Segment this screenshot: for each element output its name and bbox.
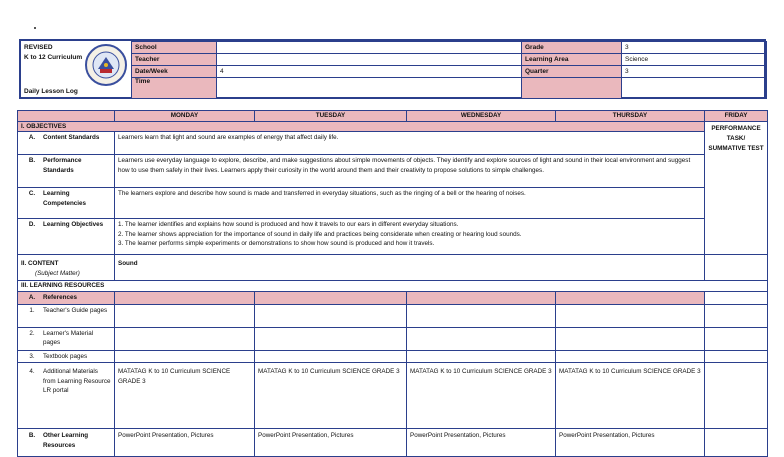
- content-value: Sound: [115, 255, 705, 281]
- content-row: [18, 255, 768, 281]
- textbook-num: 3.: [29, 352, 35, 360]
- header-row-school: [132, 42, 767, 54]
- references-letter: A.: [28, 293, 36, 301]
- teachers-guide-friday[interactable]: [705, 304, 768, 327]
- daily-lesson-log-title: Daily Lesson Log: [24, 88, 78, 95]
- references-tuesday[interactable]: [255, 291, 407, 304]
- header-row-teacher: [132, 54, 767, 66]
- day-wednesday: WEDNESDAY: [407, 111, 556, 122]
- objective-item: 2. The learner shows appreciation for the importance of sound in daily life and practices being considerate when creating or hearing loud sounds.: [118, 230, 522, 238]
- learners-material-row: [18, 327, 768, 350]
- learning-objectives-label-cell: [18, 219, 115, 255]
- textbook-tuesday[interactable]: [255, 350, 407, 363]
- friday-performance-task: PERFORMANCE TASK/ SUMMATIVE TEST: [705, 121, 768, 255]
- teachers-guide-thursday[interactable]: [556, 304, 705, 327]
- performance-standards-letter: B.: [28, 157, 36, 164]
- day-monday: MONDAY: [115, 111, 255, 122]
- additional-materials-label: Additional Materials from Learning Resource LR portal: [43, 368, 111, 394]
- additional-materials-monday[interactable]: MATATAG K to 10 Curriculum SCIENCE GRADE 3: [115, 363, 255, 429]
- content-friday-cell: [705, 255, 768, 281]
- teachers-guide-row: [18, 304, 768, 327]
- textbook-row: [18, 350, 768, 363]
- resources-section-row: [18, 281, 768, 292]
- learning-competencies-row: [18, 188, 768, 219]
- date-week-label: Date/Week: [132, 66, 217, 78]
- other-resources-wednesday[interactable]: PowerPoint Presentation, Pictures: [407, 429, 556, 457]
- additional-materials-thursday[interactable]: MATATAG K to 10 Curriculum SCIENCE GRADE 3: [556, 363, 705, 429]
- resources-title: III. LEARNING RESOURCES: [18, 281, 768, 292]
- teachers-guide-wednesday[interactable]: [407, 304, 556, 327]
- teacher-value[interactable]: [217, 54, 522, 66]
- objectives-title: I. OBJECTIVES: [18, 121, 705, 132]
- references-wednesday[interactable]: [407, 291, 556, 304]
- lesson-plan-table: [17, 110, 768, 457]
- learning-competencies-text: The learners explore and describe how sound is made and transferred in everyday situations, such as the ringing of a bell or the hearing of noises.: [115, 188, 705, 219]
- teachers-guide-monday[interactable]: [115, 304, 255, 327]
- curriculum-label: K to 12 Curriculum: [24, 54, 83, 61]
- learners-material-label: Learner's Material pages: [43, 329, 94, 346]
- teachers-guide-label: Teacher's Guide pages: [43, 306, 108, 314]
- learners-material-tuesday[interactable]: [255, 327, 407, 350]
- content-standards-label: Content Standards: [43, 134, 100, 141]
- learning-competencies-label: Learning Competencies: [43, 190, 87, 207]
- teacher-label: Teacher: [132, 54, 217, 66]
- teachers-guide-label-cell: [18, 304, 115, 327]
- performance-standards-label-cell: [18, 155, 115, 188]
- learners-material-num: 2.: [29, 329, 35, 337]
- objective-item: 3. The learner performs simple experiments or demonstrations to show how sound is produced and how it travels.: [118, 240, 435, 247]
- learning-area-label: Learning Area: [522, 54, 622, 66]
- content-standards-letter: A.: [28, 134, 36, 141]
- header-empty-value: [622, 78, 767, 99]
- textbook-thursday[interactable]: [556, 350, 705, 363]
- day-friday: FRIDAY: [705, 111, 768, 122]
- other-resources-thursday[interactable]: PowerPoint Presentation, Pictures: [556, 429, 705, 457]
- learning-objectives-row: [18, 219, 768, 255]
- learning-objectives-list: [115, 219, 705, 255]
- day-header-row: [18, 111, 768, 122]
- performance-standards-label: Performance Standards: [43, 157, 82, 174]
- stray-mark: [34, 27, 36, 29]
- textbook-label: Textbook pages: [43, 352, 88, 360]
- references-friday[interactable]: [705, 291, 768, 304]
- textbook-monday[interactable]: [115, 350, 255, 363]
- references-label: References: [43, 293, 77, 301]
- other-resources-friday[interactable]: [705, 429, 768, 457]
- day-thursday: THURSDAY: [556, 111, 705, 122]
- quarter-value[interactable]: 3: [622, 66, 767, 78]
- additional-materials-row: [18, 363, 768, 429]
- content-subtitle: (Subject Matter): [35, 269, 80, 277]
- other-resources-tuesday[interactable]: PowerPoint Presentation, Pictures: [255, 429, 407, 457]
- performance-standards-text: Learners use everyday language to explore, describe, and make suggestions about simple movements of objects. They identify and explore sources of light and sound in their local environment and suggest how to use them safely in their lives. Learners apply their curiosity in the world around them and their creativity to propose solutions to simple challenges.: [115, 155, 705, 188]
- learners-material-thursday[interactable]: [556, 327, 705, 350]
- references-label-cell: [18, 291, 115, 304]
- content-standards-label-cell: [18, 132, 115, 155]
- other-resources-label-cell: [18, 429, 115, 457]
- learners-material-label-cell: [18, 327, 115, 350]
- performance-standards-row: [18, 155, 768, 188]
- header-row-date: [132, 66, 767, 78]
- day-tuesday: TUESDAY: [255, 111, 407, 122]
- header-empty-cell: [522, 78, 622, 99]
- teachers-guide-num: 1.: [29, 306, 35, 314]
- content-title: II. CONTENT: [21, 260, 59, 267]
- learners-material-monday[interactable]: [115, 327, 255, 350]
- textbook-label-cell: [18, 350, 115, 363]
- references-thursday[interactable]: [556, 291, 705, 304]
- additional-materials-wednesday[interactable]: MATATAG K to 10 Curriculum SCIENCE GRADE 3: [407, 363, 556, 429]
- textbook-wednesday[interactable]: [407, 350, 556, 363]
- learning-objectives-letter: D.: [28, 221, 36, 228]
- learners-material-friday[interactable]: [705, 327, 768, 350]
- header-fields-grid: [131, 41, 767, 99]
- revised-label: REVISED: [24, 44, 53, 51]
- objectives-section-row: [18, 121, 768, 132]
- content-label-cell: [18, 255, 115, 281]
- learning-competencies-label-cell: [18, 188, 115, 219]
- learning-objectives-label: Learning Objectives: [43, 221, 104, 228]
- quarter-label: Quarter: [522, 66, 622, 78]
- deped-seal-icon: [84, 43, 128, 87]
- textbook-friday[interactable]: [705, 350, 768, 363]
- objective-item: 1. The learner identifies and explains how sound is produced and how it travels to our ears in different everyday situations.: [118, 221, 459, 228]
- learners-material-wednesday[interactable]: [407, 327, 556, 350]
- time-value[interactable]: [217, 78, 522, 99]
- header-title-block: [21, 41, 131, 97]
- grade-value[interactable]: 3: [622, 42, 767, 54]
- other-resources-monday[interactable]: PowerPoint Presentation, Pictures: [115, 429, 255, 457]
- additional-materials-num: 4.: [29, 368, 35, 375]
- additional-materials-tuesday[interactable]: MATATAG K to 10 Curriculum SCIENCE GRADE 3: [255, 363, 407, 429]
- lesson-log-header: [19, 39, 766, 99]
- additional-materials-friday[interactable]: [705, 363, 768, 429]
- school-label: School: [132, 42, 217, 54]
- other-resources-letter: B.: [28, 432, 36, 439]
- date-week-value[interactable]: 4: [217, 66, 522, 78]
- references-monday[interactable]: [115, 291, 255, 304]
- teachers-guide-tuesday[interactable]: [255, 304, 407, 327]
- other-resources-row: [18, 429, 768, 457]
- grade-label: Grade: [522, 42, 622, 54]
- content-standards-text: Learners learn that light and sound are examples of energy that affect daily life.: [115, 132, 705, 155]
- references-row: [18, 291, 768, 304]
- other-resources-label: Other Learning Resources: [43, 432, 89, 449]
- school-value[interactable]: [217, 42, 522, 54]
- learning-area-value[interactable]: Science: [622, 54, 767, 66]
- day-header-blank: [18, 111, 115, 122]
- learning-competencies-letter: C.: [28, 190, 36, 197]
- content-standards-row: [18, 132, 768, 155]
- time-label: Time: [132, 78, 217, 99]
- additional-materials-label-cell: [18, 363, 115, 429]
- header-row-time: [132, 78, 767, 99]
